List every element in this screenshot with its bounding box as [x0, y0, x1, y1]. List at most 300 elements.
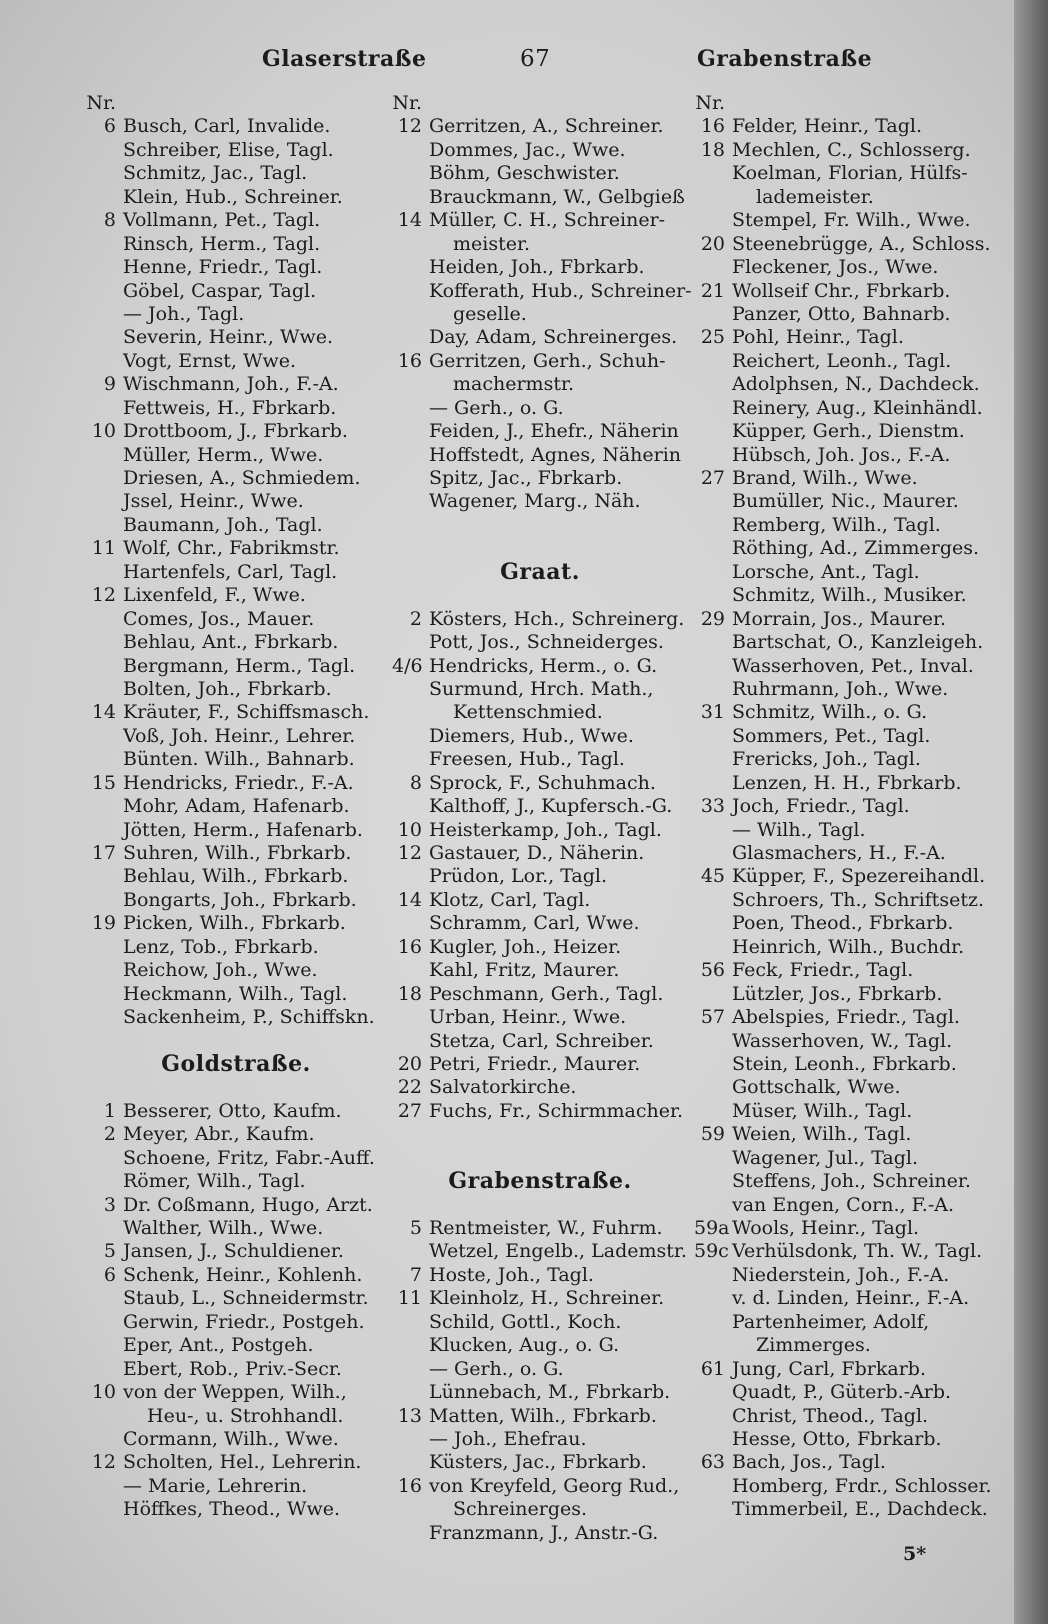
house-number: 5	[409, 1217, 422, 1239]
resident-text: Göbel, Caspar, Tagl.	[123, 279, 317, 302]
directory-entry	[86, 233, 386, 256]
resident-text: Timmerbeil, E., Dachdeck.	[732, 1498, 988, 1521]
resident-text: Voß, Joh. Heinr., Lehrer.	[123, 724, 356, 747]
resident-text: Bergmann, Herm., Tagl.	[123, 654, 356, 677]
directory-entry	[392, 608, 688, 631]
house-number	[694, 303, 732, 326]
directory-entry	[694, 233, 1014, 256]
resident-text: Wasserhoven, Pet., Inval.	[732, 654, 974, 677]
directory-entry	[392, 1006, 688, 1029]
directory-entry	[392, 373, 688, 396]
directory-entry	[694, 326, 1014, 349]
house-number: 63	[700, 1451, 725, 1474]
resident-text: Reichow, Joh., Wwe.	[123, 959, 318, 982]
directory-entry	[86, 912, 386, 935]
house-number	[86, 139, 123, 162]
resident-text: Vollmann, Pet., Tagl.	[123, 209, 321, 232]
resident-text: Driesen, A., Schmiedem.	[123, 467, 361, 489]
house-number	[392, 631, 429, 654]
house-number	[392, 748, 429, 771]
resident-text: Kräuter, F., Schiffsmasch.	[123, 701, 370, 724]
house-number	[392, 701, 429, 724]
house-number	[86, 350, 123, 373]
resident-text: Wasserhoven, W., Tagl.	[732, 1029, 953, 1052]
house-number	[694, 1030, 732, 1053]
directory-entry	[694, 139, 1014, 162]
house-number: 11	[397, 1287, 422, 1310]
resident-text: Kösters, Hch., Schreinerg.	[429, 607, 685, 630]
resident-text: Jansen, J., Schuldiener.	[123, 1240, 344, 1263]
directory-entry	[694, 1030, 1014, 1053]
resident-text: Partenheimer, Adolf,	[732, 1310, 930, 1333]
resident-text: Rinsch, Herm., Tagl.	[123, 232, 321, 255]
resident-text: Petri, Friedr., Maurer.	[429, 1052, 641, 1075]
directory-entry	[86, 1311, 386, 1334]
directory-entry	[86, 1358, 386, 1381]
directory-entry	[694, 303, 1014, 326]
directory-entry	[694, 209, 1014, 232]
house-number: 27	[397, 1099, 422, 1122]
house-number	[392, 186, 429, 209]
house-number	[86, 1076, 123, 1099]
house-number: 12	[397, 842, 422, 864]
directory-entry	[694, 397, 1014, 420]
directory-entry	[392, 186, 688, 209]
resident-text: Scholten, Hel., Lehrerin.	[123, 1451, 362, 1474]
house-number	[694, 584, 732, 607]
resident-text: Küpper, F., Spezereihandl.	[732, 865, 986, 888]
resident-text: Suhren, Wilh., Fbrkarb.	[123, 842, 352, 864]
directory-entry	[392, 209, 688, 232]
directory-entry	[694, 1405, 1014, 1428]
resident-text: geselle.	[453, 302, 527, 325]
resident-text: Fettweis, H., Fbrkarb.	[123, 396, 337, 419]
directory-entry	[86, 1030, 386, 1053]
house-number: 13	[397, 1404, 422, 1427]
house-number	[392, 233, 429, 256]
directory-entry	[392, 162, 688, 185]
resident-text: Diemers, Hub., Wwe.	[429, 724, 634, 747]
resident-text: Schmitz, Wilh., o. G.	[732, 701, 928, 724]
resident-text: Niederstein, Joh., F.-A.	[732, 1263, 950, 1286]
directory-entry	[694, 537, 1014, 560]
resident-text: Dr. Coßmann, Hugo, Arzt.	[123, 1193, 373, 1216]
resident-text: Küpper, Gerh., Dienstm.	[732, 420, 965, 443]
directory-entry	[392, 912, 688, 935]
house-number	[86, 608, 123, 631]
house-number	[694, 514, 732, 537]
resident-text: Salvatorkirche.	[429, 1076, 577, 1099]
house-number	[694, 1428, 732, 1451]
resident-text: Jssel, Heinr., Wwe.	[123, 490, 304, 513]
resident-text: Wagener, Jul., Tagl.	[732, 1146, 919, 1169]
directory-entry	[86, 1194, 386, 1217]
directory-entry	[392, 1358, 688, 1381]
resident-text: Klein, Hub., Schreiner.	[123, 185, 343, 208]
directory-entry	[86, 280, 386, 303]
directory-entry	[86, 772, 386, 795]
directory-entry	[694, 1006, 1014, 1029]
house-number: 8	[103, 209, 116, 232]
house-number: 12	[91, 584, 116, 607]
directory-entry	[694, 819, 1014, 842]
house-number	[694, 1311, 732, 1334]
directory-entry	[392, 326, 688, 349]
house-number: 16	[397, 935, 422, 958]
house-number	[392, 256, 429, 279]
resident-text: Hartenfels, Carl, Tagl.	[123, 560, 338, 583]
directory-entry	[392, 983, 688, 1006]
directory-entry	[392, 1475, 688, 1498]
directory-entry	[86, 1287, 386, 1310]
house-number	[694, 1287, 732, 1310]
house-number	[392, 1522, 429, 1545]
directory-entry	[86, 139, 386, 162]
house-number	[392, 1498, 429, 1521]
running-head-left: Glaserstraße	[262, 46, 427, 72]
resident-text: Glasmachers, H., F.-A.	[732, 842, 946, 864]
directory-entry	[392, 1405, 688, 1428]
directory-entry	[392, 1147, 688, 1170]
resident-text: Schroers, Th., Schriftsetz.	[732, 888, 985, 911]
house-number	[392, 444, 429, 467]
directory-entry	[392, 303, 688, 326]
directory-entry	[86, 1264, 386, 1287]
resident-text: Steffens, Joh., Schreiner.	[732, 1170, 971, 1193]
house-number	[86, 1030, 123, 1053]
resident-text: Schreiber, Elise, Tagl.	[123, 138, 334, 161]
resident-text: Day, Adam, Schreinerges.	[429, 326, 678, 349]
resident-text: Wetzel, Engelb., Lademstr.	[429, 1240, 687, 1263]
resident-text: Busch, Carl, Invalide.	[123, 115, 331, 138]
directory-entry	[86, 889, 386, 912]
directory-entry	[86, 655, 386, 678]
resident-text: Heinrich, Wilh., Buchdr.	[732, 935, 965, 958]
house-number: 27	[700, 467, 725, 489]
house-number	[392, 514, 429, 537]
resident-text: Poen, Theod., Fbrkarb.	[732, 912, 954, 935]
directory-entry	[86, 514, 386, 537]
resident-text: Spitz, Jac., Fbrkarb.	[429, 467, 623, 489]
house-number	[86, 256, 123, 279]
house-number	[86, 186, 123, 209]
directory-entry	[86, 959, 386, 982]
resident-text: Drottboom, J., Fbrkarb.	[123, 420, 348, 443]
resident-text: Gerritzen, A., Schreiner.	[429, 115, 664, 138]
house-number	[86, 959, 123, 982]
resident-text: Sackenheim, P., Schiffskn.	[123, 1006, 375, 1029]
house-number	[694, 912, 732, 935]
house-number	[392, 1334, 429, 1357]
resident-text: Bünten. Wilh., Bahnarb.	[123, 748, 355, 771]
house-number	[392, 467, 429, 490]
house-number	[86, 397, 123, 420]
directory-entry	[86, 1100, 386, 1123]
resident-text: Comes, Jos., Mauer.	[123, 607, 315, 630]
directory-entry	[694, 92, 1014, 115]
house-number: 56	[700, 959, 725, 982]
house-number: 12	[397, 115, 422, 138]
resident-text: Kahl, Fritz, Maurer.	[429, 959, 620, 982]
directory-entry	[86, 1147, 386, 1170]
resident-text: Steenebrügge, A., Schloss.	[732, 232, 991, 255]
resident-text: — Joh., Ehefrau.	[429, 1427, 587, 1450]
house-number	[694, 209, 732, 232]
resident-text: Müller, Herm., Wwe.	[123, 443, 324, 466]
resident-text: Henne, Friedr., Tagl.	[123, 256, 323, 279]
directory-entry	[392, 1381, 688, 1404]
resident-text: Walther, Wilh., Wwe.	[123, 1217, 324, 1239]
resident-text: Morrain, Jos., Maurer.	[732, 607, 947, 630]
directory-entry	[86, 1405, 386, 1428]
resident-text: Reinery, Aug., Kleinhändl.	[732, 396, 983, 419]
directory-entry	[694, 701, 1014, 724]
house-number	[392, 373, 429, 396]
directory-entry	[86, 1428, 386, 1451]
directory-entry	[86, 865, 386, 888]
directory-entry	[694, 1334, 1014, 1357]
street-heading: Graat.	[500, 558, 580, 585]
resident-text: — Gerh., o. G.	[429, 1357, 564, 1380]
directory-entry	[694, 959, 1014, 982]
house-number: 3	[103, 1193, 116, 1216]
directory-entry	[86, 1381, 386, 1404]
resident-text: Lünnebach, M., Fbrkarb.	[429, 1381, 671, 1404]
directory-entry	[392, 467, 688, 490]
directory-entry	[694, 1451, 1014, 1474]
directory-entry	[86, 631, 386, 654]
directory-entry	[86, 584, 386, 607]
resident-text: — Marie, Lehrerin.	[123, 1474, 308, 1497]
resident-text: Prüdon, Lor., Tagl.	[429, 865, 607, 888]
house-number	[86, 1498, 123, 1521]
house-number	[392, 865, 429, 888]
resident-text: Wollseif Chr., Fbrkarb.	[732, 279, 951, 302]
resident-text: Schild, Gottl., Koch.	[429, 1310, 622, 1333]
house-number	[392, 725, 429, 748]
house-number	[86, 444, 123, 467]
resident-text: Reichert, Leonh., Tagl.	[732, 349, 952, 372]
resident-text: Müser, Wilh., Tagl.	[732, 1099, 913, 1122]
directory-entry	[392, 889, 688, 912]
resident-text: — Gerh., o. G.	[429, 396, 564, 419]
resident-text: Kleinholz, H., Schreiner.	[429, 1287, 665, 1310]
directory-entry	[392, 1311, 688, 1334]
house-number: 10	[91, 420, 116, 443]
house-number	[86, 233, 123, 256]
resident-text: Homberg, Frdr., Schlosser.	[732, 1474, 992, 1497]
house-number	[694, 490, 732, 513]
directory-entry	[86, 209, 386, 232]
resident-text: Behlau, Ant., Fbrkarb.	[123, 631, 339, 654]
resident-text: Matten, Wilh., Fbrkarb.	[429, 1404, 657, 1427]
house-number: Nr.	[695, 92, 725, 114]
resident-text: Kugler, Joh., Heizer.	[429, 935, 622, 958]
resident-text: Hoffstedt, Agnes, Näherin	[429, 443, 682, 466]
house-number	[86, 1170, 123, 1193]
directory-entry	[86, 1498, 386, 1521]
house-number	[694, 631, 732, 654]
resident-text: Röthing, Ad., Zimmerges.	[732, 537, 980, 560]
directory-entry	[392, 1264, 688, 1287]
directory-entry	[694, 1147, 1014, 1170]
resident-text: Sommers, Pet., Tagl.	[732, 724, 931, 747]
resident-text: Severin, Heinr., Wwe.	[123, 326, 334, 349]
resident-text: Brauckmann, W., Gelbgieß	[429, 185, 685, 208]
resident-text: Koelman, Florian, Hülfs-	[732, 162, 968, 185]
directory-entry	[86, 725, 386, 748]
house-number: Nr.	[86, 92, 116, 114]
house-number	[86, 162, 123, 185]
house-number: 7	[409, 1263, 422, 1286]
house-number	[392, 678, 429, 701]
house-number	[86, 561, 123, 584]
house-number: 1	[103, 1099, 116, 1122]
resident-text: Staub, L., Schneidermstr.	[123, 1287, 369, 1310]
resident-text: Lorsche, Ant., Tagl.	[732, 560, 920, 583]
resident-text: Römer, Wilh., Tagl.	[123, 1170, 306, 1193]
house-number: 16	[397, 1474, 422, 1497]
resident-text: Heu-, u. Strohhandl.	[147, 1404, 344, 1427]
directory-entry	[86, 1170, 386, 1193]
directory-entry	[694, 865, 1014, 888]
house-number: 59	[700, 1123, 725, 1146]
resident-text: Urban, Heinr., Wwe.	[429, 1006, 627, 1029]
directory-entry	[694, 1217, 1014, 1240]
directory-entry	[392, 514, 688, 537]
directory-entry	[392, 350, 688, 373]
house-number: 9	[103, 373, 116, 396]
resident-text: Stetza, Carl, Schreiber.	[429, 1029, 654, 1052]
resident-text: Ruhrmann, Joh., Wwe.	[732, 677, 949, 700]
resident-text: Heckmann, Wilh., Tagl.	[123, 982, 348, 1005]
house-number	[392, 1358, 429, 1381]
house-number	[694, 1076, 732, 1099]
directory-entry	[694, 444, 1014, 467]
house-number: 57	[700, 1006, 725, 1029]
resident-text: Bartschat, O., Kanzleigeh.	[732, 631, 984, 654]
resident-text: Verhülsdonk, Th. W., Tagl.	[732, 1240, 983, 1263]
directory-entry	[392, 795, 688, 818]
resident-text: Kalthoff, J., Kupfersch.-G.	[429, 795, 673, 818]
resident-text: Feck, Friedr., Tagl.	[732, 959, 914, 982]
resident-text: — Joh., Tagl.	[123, 302, 245, 325]
resident-text: von der Weppen, Wilh.,	[123, 1381, 347, 1404]
house-number	[392, 1123, 429, 1146]
resident-text: Quadt, P., Güterb.-Arb.	[732, 1381, 952, 1404]
house-number	[86, 655, 123, 678]
directory-entry	[392, 748, 688, 771]
house-number	[86, 748, 123, 771]
house-number: 21	[700, 279, 725, 302]
resident-text: Picken, Wilh., Fbrkarb.	[123, 912, 346, 935]
column-3	[694, 92, 1014, 1522]
house-number	[392, 1147, 429, 1170]
house-number	[694, 772, 732, 795]
house-number	[86, 725, 123, 748]
resident-text: Gerwin, Friedr., Postgeh.	[123, 1310, 365, 1333]
house-number: 6	[103, 115, 116, 138]
directory-entry	[694, 514, 1014, 537]
directory-entry	[392, 772, 688, 795]
house-number: 14	[397, 888, 422, 911]
directory-entry	[392, 584, 688, 607]
house-number	[694, 819, 732, 842]
directory-entry	[86, 1123, 386, 1146]
directory-entry	[86, 162, 386, 185]
directory-entry	[86, 1006, 386, 1029]
resident-text: Franzmann, J., Anstr.-G.	[429, 1521, 659, 1544]
directory-entry	[694, 467, 1014, 490]
directory-entry	[694, 1287, 1014, 1310]
house-number: 10	[397, 818, 422, 841]
directory-entry	[392, 139, 688, 162]
directory-entry	[392, 233, 688, 256]
resident-text: Sprock, F., Schuhmach.	[429, 771, 656, 794]
directory-entry	[694, 889, 1014, 912]
resident-text: Klucken, Aug., o. G.	[429, 1334, 620, 1357]
house-number: 45	[700, 865, 725, 888]
resident-text: Wischmann, Joh., F.-A.	[123, 373, 339, 396]
resident-text: Hübsch, Joh. Jos., F.-A.	[732, 443, 951, 466]
column-1	[86, 92, 386, 1522]
resident-text: Bolten, Joh., Fbrkarb.	[123, 677, 332, 700]
directory-entry	[392, 1240, 688, 1263]
directory-entry	[392, 1451, 688, 1474]
directory-entry	[86, 373, 386, 396]
resident-text: Kofferath, Hub., Schreiner-	[429, 279, 692, 302]
resident-text: Pohl, Heinr., Tagl.	[732, 326, 904, 349]
directory-entry	[392, 655, 688, 678]
resident-text: Eper, Ant., Postgeh.	[123, 1334, 314, 1357]
directory-entry	[86, 444, 386, 467]
directory-entry	[694, 748, 1014, 771]
house-number	[392, 139, 429, 162]
directory-entry	[86, 748, 386, 771]
house-number	[694, 1334, 732, 1357]
directory-entry	[86, 1475, 386, 1498]
directory-entry	[392, 1287, 688, 1310]
resident-text: Joch, Friedr., Tagl.	[732, 795, 910, 818]
directory-entry	[392, 115, 688, 138]
directory-entry	[392, 397, 688, 420]
resident-text: Ebert, Rob., Priv.-Secr.	[123, 1357, 342, 1380]
house-number	[694, 397, 732, 420]
directory-entry	[392, 1194, 688, 1217]
directory-entry	[694, 186, 1014, 209]
directory-entry	[694, 350, 1014, 373]
directory-entry	[694, 608, 1014, 631]
house-number	[694, 162, 732, 185]
house-number: 16	[397, 349, 422, 372]
directory-entry	[694, 115, 1014, 138]
resident-text: Surmund, Hrch. Math.,	[429, 677, 654, 700]
directory-entry	[86, 326, 386, 349]
resident-text: Müller, C. H., Schreiner-	[429, 209, 666, 232]
directory-entry	[694, 983, 1014, 1006]
resident-text: Hendricks, Herm., o. G.	[429, 654, 658, 677]
directory-entry	[694, 1498, 1014, 1521]
house-number: Nr.	[392, 92, 422, 114]
resident-text: Schramm, Carl, Wwe.	[429, 912, 640, 935]
house-number	[86, 1475, 123, 1498]
resident-text: Bumüller, Nic., Maurer.	[732, 490, 959, 513]
directory-entry	[694, 772, 1014, 795]
resident-text: Adolphsen, N., Dachdeck.	[732, 373, 980, 396]
page-edge	[1014, 0, 1048, 1624]
directory-entry	[86, 92, 386, 115]
house-number	[694, 444, 732, 467]
